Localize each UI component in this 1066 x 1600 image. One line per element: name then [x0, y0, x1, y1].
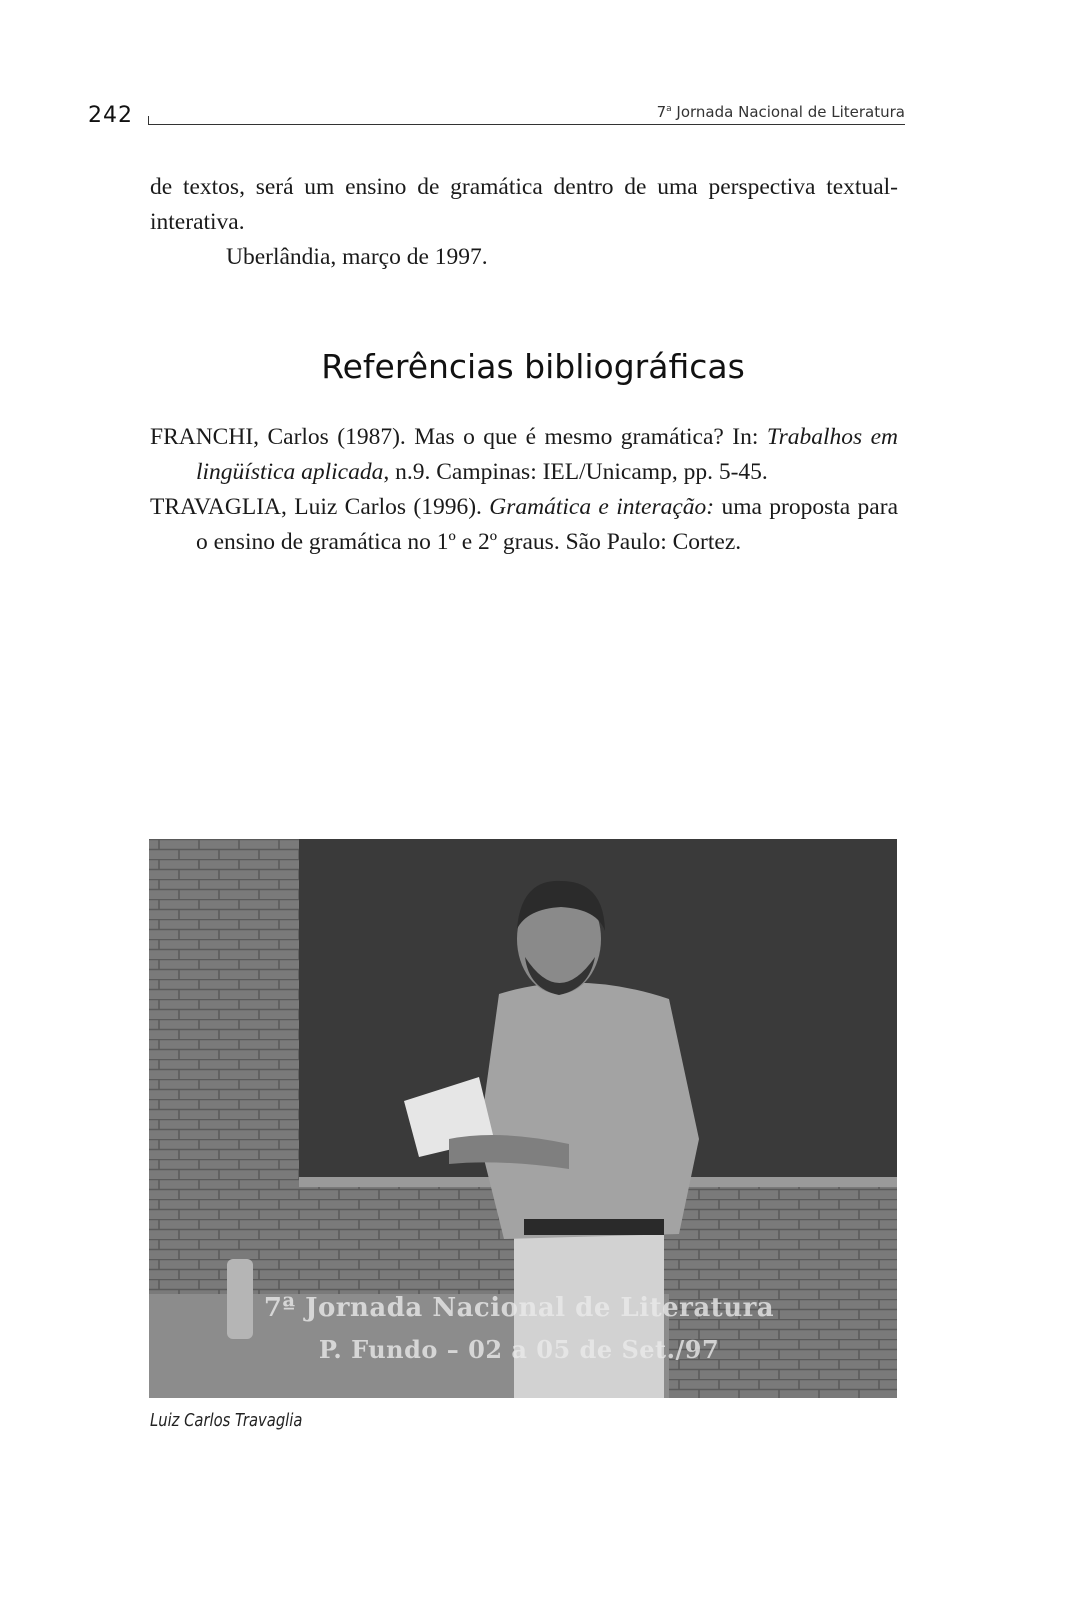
body-text [150, 170, 898, 275]
photo-overlay-event: 7ª Jornada Nacional de Literatura [263, 1293, 775, 1323]
reference-entry [150, 490, 898, 560]
speaker-shirt [479, 983, 699, 1239]
reference-entry [150, 420, 898, 490]
reference-lead: TRAVAGLIA, Luiz Carlos (1996). [150, 494, 490, 520]
reference-title: Gramática e interação: [489, 494, 715, 520]
page-number: 242 [88, 103, 133, 128]
running-head [657, 103, 905, 121]
reference-lead: FRANCHI, Carlos (1987). Mas o que é mesmo gramática? In: [150, 424, 767, 450]
reference-tail: , n.9. Campinas: IEL/Unicamp, pp. 5-45. [383, 459, 768, 485]
speaker-belt [524, 1219, 664, 1235]
water-bottle [227, 1259, 253, 1339]
reference-tail: uma proposta para o ensino de gramática no 1º e 2º graus. São Paulo: Cortez. [196, 494, 898, 555]
photo-overlay-date: P. Fundo – 02 a 05 de Set./97 [318, 1335, 720, 1364]
speaker-photo [149, 839, 897, 1398]
body-paragraph: de textos, será um ensino de gramática dentro de uma perspectiva textual-interativa. [150, 174, 898, 235]
running-head-title: Jornada Nacional de Literatura [671, 103, 905, 121]
running-head-ordinal-sup: a [666, 104, 672, 114]
running-head-ordinal: 7 [656, 103, 667, 121]
photo-caption: Luiz Carlos Travaglia [150, 1410, 303, 1431]
signoff-line: Uberlândia, março de 1997. [226, 244, 488, 270]
header-rule [148, 124, 905, 125]
references-list [150, 420, 898, 560]
section-title: Referências bibliográficas [321, 347, 745, 386]
reference-title: Trabalhos em lingüística aplicada [196, 424, 898, 485]
